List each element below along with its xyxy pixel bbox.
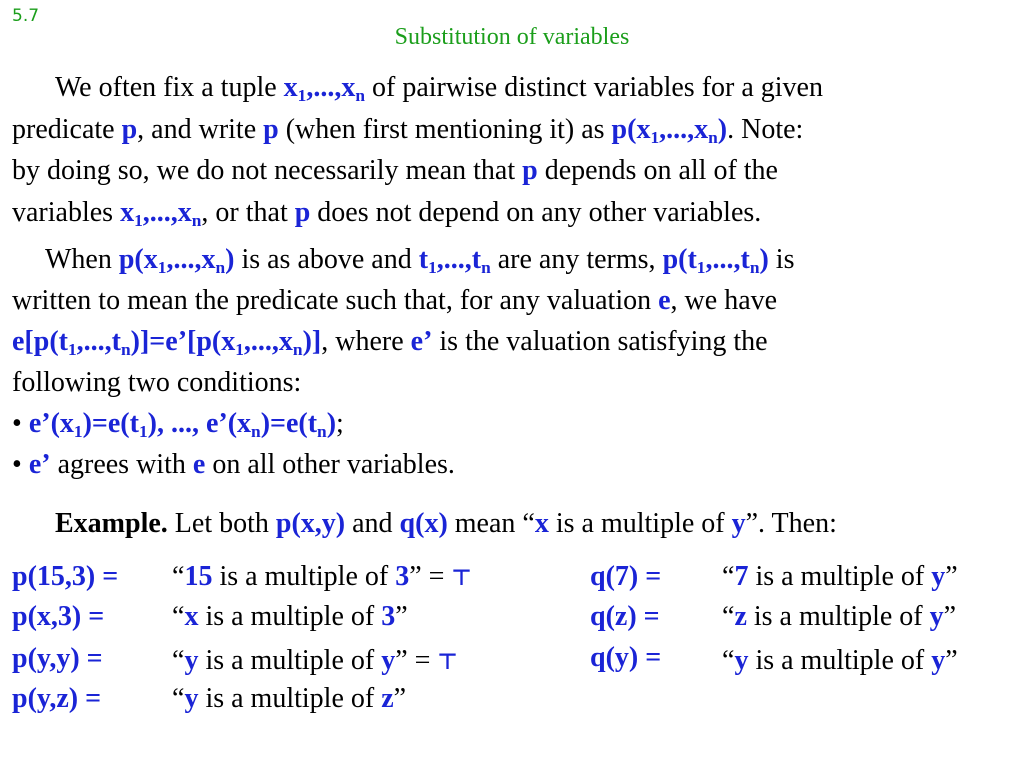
example-label: Example.	[55, 508, 168, 539]
row4-rhs: “y is a multiple of z”	[172, 683, 407, 714]
bullet-2: • e’ agrees with e on all other variables.	[12, 449, 455, 480]
paragraph2-line1: When $p(x_1,...,x_n)$ is as above and $t_1,...,t_n$ are any terms, $p(t_1,...,t_n)$ is	[45, 244, 795, 277]
paragraph1-line1: We often fix a tuple $x_1,...,x_n$ of pairwise distinct variables for a given	[55, 72, 823, 105]
q-row3-lhs: q(y) =	[590, 642, 662, 673]
bullet-1: • $e’(x_1)=e(t_1)$, ..., $e’(x_n)=e(t_n)$;	[12, 408, 344, 441]
paragraph2-line3: $e[p(t_1,...,t_n)]=e’[p(x_1,...,x_n)]$, where e’ is the valuation satisfying the	[12, 326, 768, 359]
row2-lhs: p(x,3) =	[12, 601, 105, 632]
q-row2-rhs: “z is a multiple of y”	[722, 601, 957, 632]
q-row2-lhs: q(z) =	[590, 601, 660, 632]
row4-lhs: p(y,z) =	[12, 683, 102, 714]
slide-title: Substitution of variables	[394, 24, 630, 50]
paragraph1-line4: variables $x_1,...,x_n$, or that p does not depend on any other variables.	[12, 197, 762, 230]
top-symbol: ⊤	[437, 650, 458, 675]
row2-rhs: “x is a multiple of 3”	[172, 601, 408, 632]
row1-rhs: “15 is a multiple of 3” = ⊤	[172, 561, 472, 592]
paragraph2-line4: following two conditions:	[12, 367, 302, 398]
row3-lhs: p(y,y) =	[12, 643, 103, 674]
paragraph2-line2: written to mean the predicate such that, for any valuation e, we have	[12, 285, 778, 316]
row3-rhs: “y is a multiple of y” = ⊤	[172, 645, 458, 676]
slide-number: 5.7	[12, 6, 40, 26]
paragraph1-line2: predicate p, and write p (when first mentioning it) as $p(x_1,...,x_n)$. Note:	[12, 114, 804, 147]
paragraph1-line3: by doing so, we do not necessarily mean that p depends on all of the	[12, 155, 778, 186]
q-row1-lhs: q(7) =	[590, 561, 662, 592]
example-line: Example. Let both p(x,y) and q(x) mean “x is a multiple of y”. Then:	[55, 508, 837, 539]
q-row1-rhs: “7 is a multiple of y”	[722, 561, 958, 592]
row1-lhs: p(15,3) =	[12, 561, 119, 592]
q-row3-rhs: “y is a multiple of y”	[722, 645, 958, 676]
top-symbol: ⊤	[451, 566, 472, 591]
